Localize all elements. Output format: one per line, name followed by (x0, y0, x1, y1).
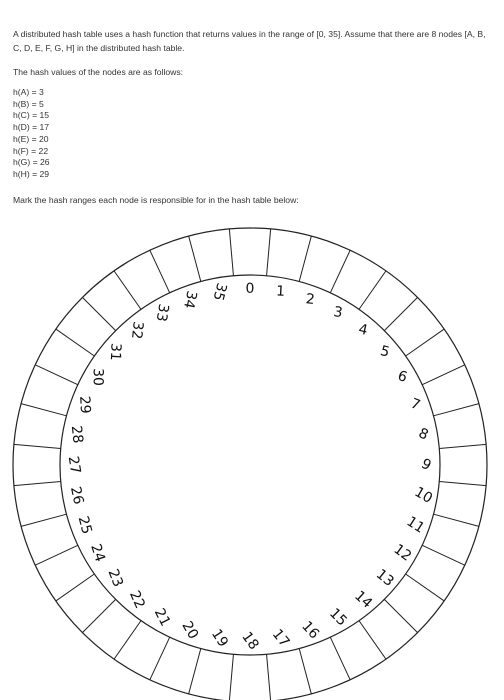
ring-slot-divider (82, 297, 115, 330)
ring-slot-divider (384, 599, 417, 632)
ring-slot-label: 29 (76, 395, 94, 415)
ring-slot-divider (150, 250, 170, 293)
ring-slot-divider (359, 621, 386, 660)
hash-value-a: h(A) = 3 (13, 87, 44, 97)
ring-slot-label: 27 (64, 454, 84, 476)
ring-slot-divider (35, 365, 78, 385)
ring-slot-label: 6 (395, 368, 410, 386)
ring-slot-label: 13 (372, 566, 397, 590)
hash-value-f: h(F) = 22 (13, 145, 49, 156)
ring-slot-divider (434, 514, 479, 526)
ring-slot-label: 21 (150, 605, 174, 629)
ring-slot-divider (406, 329, 445, 356)
ring-slot-divider (114, 621, 141, 660)
hash-value-h: h(H) = 29 (13, 168, 50, 179)
ring-slot-divider (439, 482, 486, 486)
ring-slot-label: 7 (408, 395, 423, 414)
ring-slot-label: 22 (125, 588, 148, 612)
ring-slot-label: 33 (152, 302, 172, 323)
ring-slot-label: 2 (304, 291, 316, 309)
ring-slot-divider (439, 444, 486, 448)
ring-slot-divider (14, 444, 61, 448)
ring-slot-label: 1 (275, 283, 286, 300)
ring-slot-label: 4 (357, 321, 370, 339)
ring-slot-label: 24 (87, 542, 108, 564)
ring-slot-divider (299, 649, 311, 694)
ring-slot-divider (229, 229, 233, 276)
ring-slot-label: 16 (298, 618, 323, 643)
ring-slot-divider (150, 637, 170, 680)
ring-slot-label: 20 (178, 618, 202, 643)
ring-slot-divider (21, 404, 66, 416)
ring-slot-divider (330, 250, 350, 293)
ring-slot-divider (422, 545, 465, 565)
ring-slot-label: 35 (209, 280, 230, 303)
intro-paragraph: A distributed hash table uses a hash function that returns values in the range of [0, 35]. Assume that there are 8 nodes [A, B, C, D, E, F, G, H] in the distributed hash table. (13, 29, 486, 53)
ring-slot-label: 17 (268, 626, 293, 651)
hash-value-c: h(C) = 15 (13, 110, 50, 121)
ring-slot-divider (21, 514, 66, 526)
ring-slot-divider (384, 297, 417, 330)
ring-slot-divider (422, 365, 465, 385)
ring-slot-divider (56, 574, 95, 601)
ring-slot-label: 30 (89, 368, 106, 386)
ring-slot-label: 3 (332, 303, 344, 322)
ring-slot-divider (299, 236, 311, 281)
ring-slot-divider (229, 654, 233, 700)
ring-slot-label: 25 (74, 514, 95, 536)
ring-slot-divider (189, 236, 201, 281)
ring-slot-label: 9 (418, 455, 434, 475)
ring-slot-divider (114, 271, 141, 310)
ring-slot-label: 32 (127, 320, 146, 340)
ring-slot-label: 5 (378, 342, 392, 361)
ring-slot-divider (330, 637, 350, 680)
ring-slot-divider (82, 599, 115, 632)
hash-intro: The hash values of the nodes are as follows: (13, 67, 184, 77)
ring-slot-divider (434, 404, 479, 416)
ring-slot-label: 19 (207, 626, 232, 651)
ring-slot-label: 12 (390, 541, 415, 565)
ring-inner-circle (60, 275, 440, 655)
ring-slot-label: 26 (66, 485, 87, 506)
hash-value-g: h(G) = 26 (13, 157, 50, 168)
ring-slot-divider (56, 329, 95, 356)
ring-slot-label: 34 (180, 289, 200, 310)
ring-slot-label: 0 (245, 281, 255, 297)
ring-slot-label: 8 (416, 425, 431, 444)
ring-labels (65, 281, 435, 653)
ring-slot-label: 10 (411, 484, 436, 507)
ring-slot-divider (14, 482, 61, 486)
hash-value-e: h(E) = 20 (13, 133, 49, 144)
hash-value-b: h(B) = 5 (13, 98, 44, 109)
ring-slot-label: 11 (403, 513, 428, 537)
hash-value-d: h(D) = 17 (13, 122, 50, 133)
ring-slot-label: 31 (106, 342, 124, 362)
ring-slot-divider (267, 229, 271, 276)
ring-slot-label: 18 (238, 629, 262, 653)
ring-slot-divider (189, 649, 201, 694)
ring-slot-label: 14 (351, 587, 376, 612)
instruction-text: Mark the hash ranges each node is responsible for in the hash table below: (13, 194, 299, 205)
ring-slot-label: 15 (326, 605, 350, 630)
ring-slot-label: 23 (104, 566, 126, 590)
ring-slot-divider (35, 545, 78, 565)
ring-slot-label: 28 (67, 424, 86, 445)
ring-slot-divider (267, 654, 271, 700)
ring-slot-divider (359, 271, 386, 310)
ring-slot-divider (406, 574, 445, 601)
